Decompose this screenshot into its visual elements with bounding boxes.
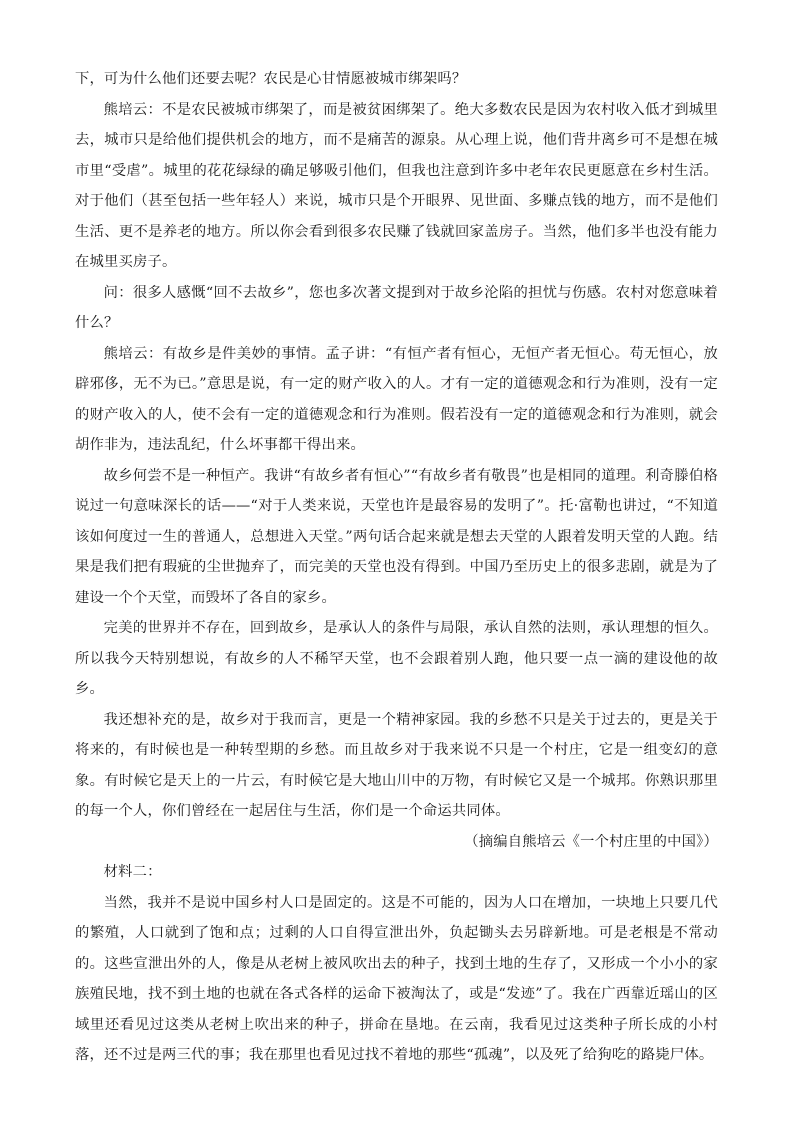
material-2-paragraph: 当然，我并不是说中国乡村人口是固定的。这是不可能的，因为人口在增加，一块地上只要几代的繁殖，人口就到了饱和点；过剩的人口自得宣泄出外，负起锄头去另辟新地。可是老根是不常动的。这些宣泄出外的人，像是从老树上被风吹出去的种子，找到土地的生存了，又形成一个小小的家族殖民地，找不到土地的也就在各式各样的运命下被淘汰了，或是“发迹”了。我在广西靠近瑶山的区域里还看见过这类从老树上吹出来的种子，拼命在垦地。在云南，我看见过这类种子所长成的小村落，还不过是两三代的事；我在那里也看见过找不着地的那些“孤魂”，以及死了给狗吃的路毙尸体。 [75, 894, 718, 1063]
paragraph-answer-1: 熊培云：不是农民被城市绑架了，而是被贫困绑架了。绝大多数农民是因为农村收入低才到城里去，城市只是给他们提供机会的地方，而不是痛苦的源泉。从心理上说，他们背井离乡可不是想在城市里“受虐”。城里的花花绿绿的确足够吸引他们，但我也注意到许多中老年农民更愿意在乡村生活。对于他们（甚至包括一些年轻人）来说，城市只是个开眼界、见世面、多赚点钱的地方，而不是他们生活、更不是养老的地方。所以你会看到很多农民赚了钱就回家盖房子。当然，他们多半也没有能力在城里买房子。 [75, 101, 718, 270]
paragraph-answer-5: 我还想补充的是，故乡对于我而言，更是一个精神家园。我的乡愁不只是关于过去的，更是关于将来的，有时候也是一种转型期的乡愁。而且故乡对于我来说不只是一个村庄，它是一组变幻的意象。有时候它是天上的一片云，有时候它是大地山川中的万物，有时候它又是一个城邦。你熟识那里的每一个人，你们曾经在一起居住与生活，你们是一个命运共同体。 [75, 711, 718, 819]
paragraph-answer-4: 完美的世界并不存在，回到故乡，是承认人的条件与局限，承认自然的法则，承认理想的恒久。所以我今天特别想说，有故乡的人不稀罕天堂，也不会跟着别人跑，他只要一点一滴的建设他的故乡。 [75, 620, 718, 697]
source-citation: （摘编自熊培云《一个村庄里的中国》） [464, 833, 718, 850]
paragraph-answer-2: 熊培云：有故乡是件美妙的事情。孟子讲：“有恒产者有恒心，无恒产者无恒心。苟无恒心，放辟邪侈，无不为已。”意思是说，有一定的财产收入的人。才有一定的道德观念和行为准则，没有一定的财产收入的人，使不会有一定的道德观念和行为准则。假若没有一定的道德观念和行为准则，就会胡作非为，违法乱纪，什么坏事都干得出来。 [75, 345, 718, 453]
paragraph-answer-3: 故乡何尝不是一种恒产。我讲“有故乡者有恒心”“有故乡者有敬畏”也是相同的道理。利奇滕伯格说过一句意味深长的话——“对于人类来说，天堂也许是最容易的发明了”。托·富勒也讲过，“不知道该如何度过一生的普通人，总想进入天堂。”两句话合起来就是想去天堂的人跟着发明天堂的人跑。结果是我们把有瑕疵的尘世抛弃了，而完美的天堂也没有得到。中国乃至历史上的很多悲剧，就是为了建设一个个天堂，而毁坏了各自的家乡。 [75, 467, 718, 606]
document-page [75, 64, 718, 1071]
material-2-label: 材料二： [103, 864, 162, 880]
paragraph-continuation: 下，可为什么他们还要去呢？农民是心甘情愿被城市绑架吗？ [75, 71, 467, 87]
paragraph-question: 问：很多人感慨“回不去故乡”，您也多次著文提到对于故乡沦陷的担忧与伤感。农村对您意味着什么？ [75, 284, 718, 331]
